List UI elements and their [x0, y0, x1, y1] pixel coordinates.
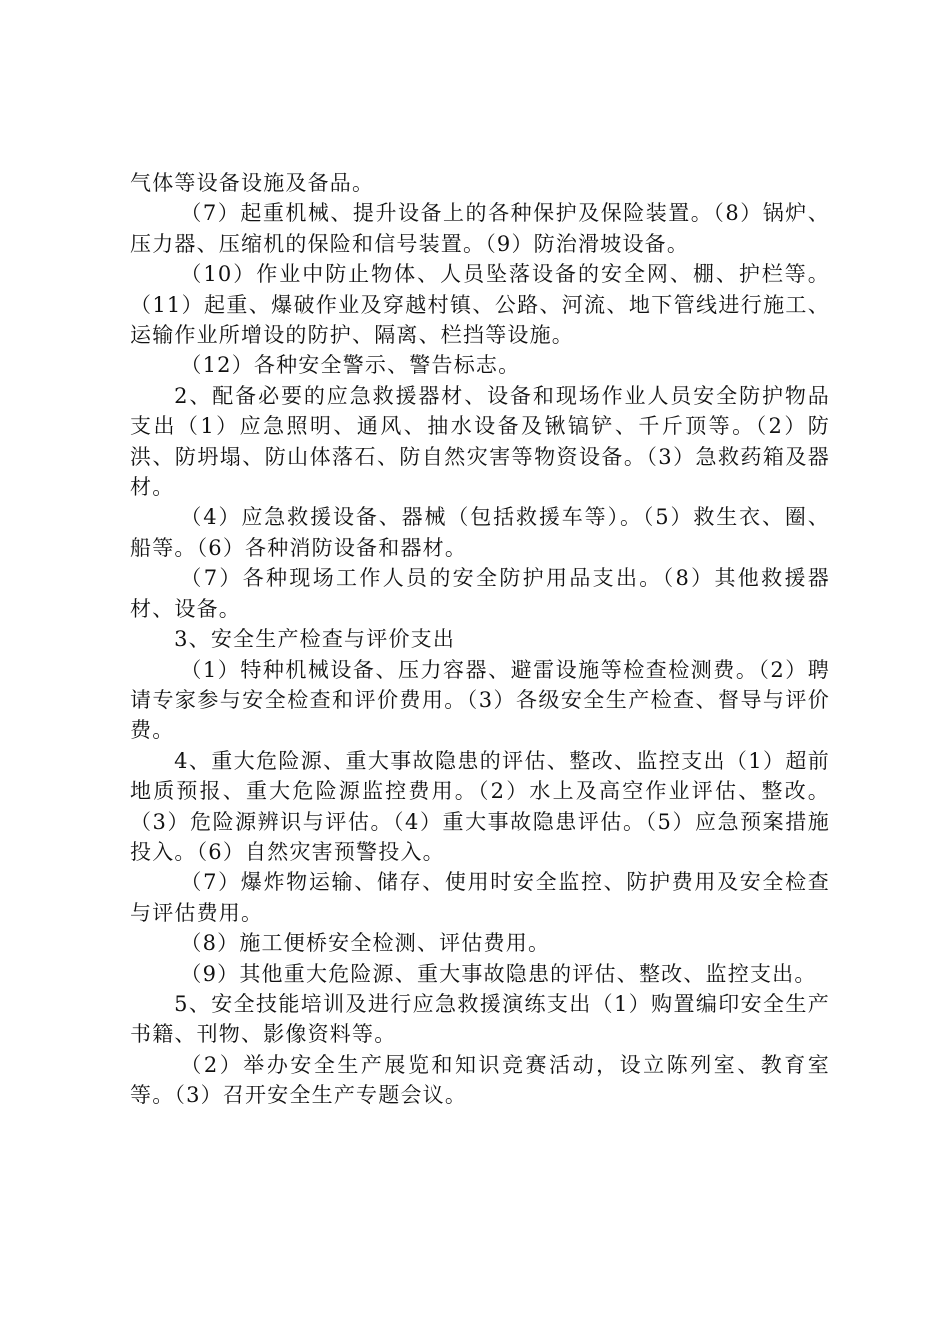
- paragraph-14-section-5: 5、安全技能培训及进行应急救援演练支出（1）购置编印安全生产书籍、刊物、影像资料等。: [130, 991, 830, 1047]
- paragraph-15: （2）举办安全生产展览和知识竞赛活动，设立陈列室、教育室等。（3）召开安全生产专题会议。: [130, 1052, 830, 1108]
- paragraph-13: （9）其他重大危险源、重大事故隐患的评估、整改、监控支出。: [180, 961, 817, 986]
- paragraph-3: （10）作业中防止物体、人员坠落设备的安全网、棚、护栏等。（11）起重、爆破作业及穿越村镇、公路、河流、地下管线进行施工、运输作业所增设的防护、隔离、栏挡等设施。: [130, 262, 830, 348]
- paragraph-2: （7）起重机械、提升设备上的各种保护及保险装置。（8）锅炉、压力器、压缩机的保险和信号装置。（9）防治滑坡设备。: [130, 201, 830, 256]
- paragraph-10-section-4: 4、重大危险源、重大事故隐患的评估、整改、监控支出（1）超前地质预报、重大危险源监控费用。（2）水上及高空作业评估、整改。（3）危险源辨识与评估。（4）重大事故隐患评估。（5）应急预案措施投入。（6）自然灾害预警投入。: [130, 748, 830, 864]
- paragraph-7: （7）各种现场工作人员的安全防护用品支出。（8）其他救援器材、设备。: [130, 566, 830, 621]
- paragraph-1: 气体等设备设施及备品。: [130, 171, 375, 195]
- paragraph-5-section-2: 2、配备必要的应急救援器材、设备和现场作业人员安全防护物品支出（1）应急照明、通风、抽水设备及锹镐铲、千斤顶等。（2）防洪、防坍塌、防山体落石、防自然灾害等物资设备。（3）急救药箱及器材。: [130, 383, 830, 500]
- paragraph-4: （12）各种安全警示、警告标志。: [180, 353, 521, 378]
- paragraph-8-section-3: 3、安全生产检查与评价支出: [174, 627, 456, 652]
- paragraph-6: （4）应急救援设备、器械（包括救援车等）。（5）救生衣、圈、船等。（6）各种消防设备和器材。: [130, 505, 830, 560]
- paragraph-11: （7）爆炸物运输、储存、使用时安全监控、防护费用及安全检查与评估费用。: [130, 870, 830, 925]
- paragraph-9: （1）特种机械设备、压力容器、避雷设施等检查检测费。（2）聘请专家参与安全检查和评价费用。（3）各级安全生产检查、督导与评价费。: [130, 657, 830, 743]
- paragraph-12: （8）施工便桥安全检测、评估费用。: [180, 931, 551, 956]
- document-body: [130, 168, 830, 1111]
